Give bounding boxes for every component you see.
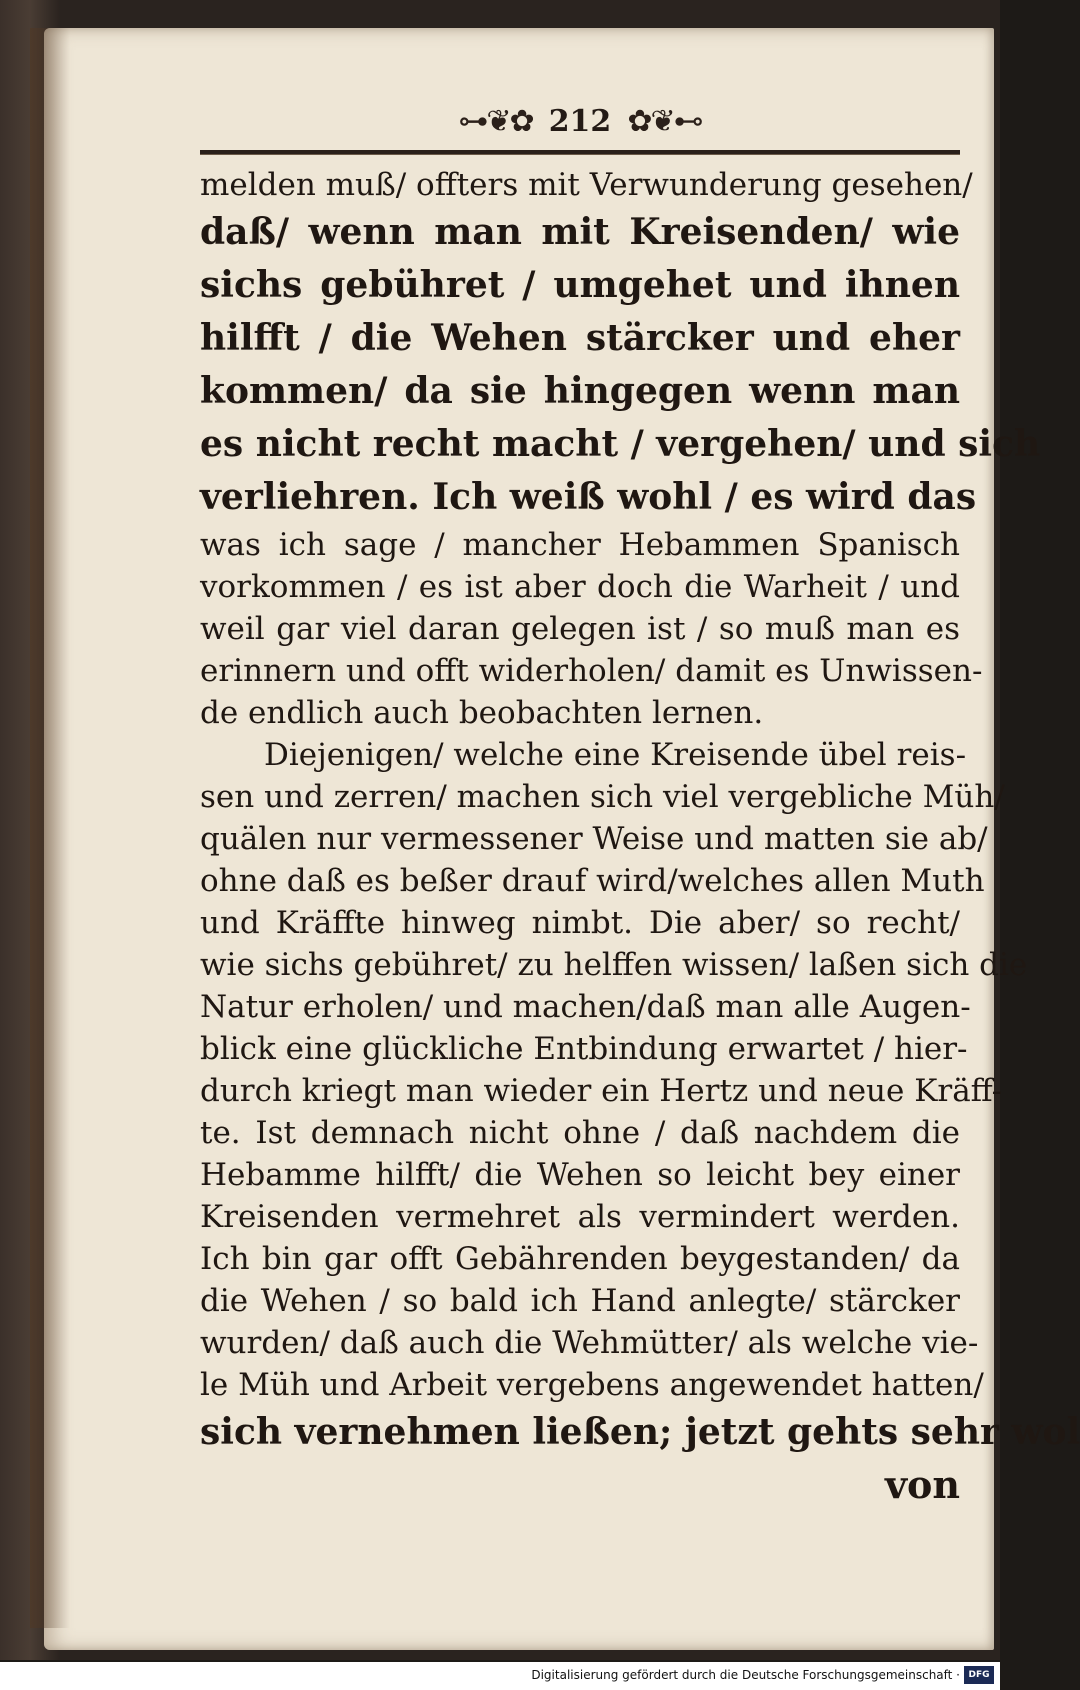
text-line: und Kräffte hinweg nimbt. Die aber/ so recht/ (200, 905, 960, 941)
page-number: 212 (548, 103, 612, 139)
text-line: verliehren. Ich weiß wohl / es wird das (200, 476, 977, 518)
text-line: quälen nur vermessener Weise und matten sie ab/ (200, 821, 988, 857)
ornament-right: ✿❦⊷ (627, 103, 702, 139)
text-line: was ich sage / mancher Hebammen Spanisch (200, 527, 960, 563)
text-line: blick eine glückliche Entbindung erwartet / hier- (200, 1031, 968, 1067)
page-header (200, 98, 960, 144)
text-line: Diejenigen/ welche eine Kreisende übel reis- (264, 737, 967, 773)
text-line: durch kriegt man wieder ein Hertz und neue Kräff- (200, 1073, 1003, 1109)
header-rule (200, 150, 960, 155)
text-line: hilfft / die Wehen stärcker und eher (200, 317, 960, 359)
digitization-footer (0, 1662, 1000, 1690)
funding-credit: Digitalisierung gefördert durch die Deutsche Forschungsgemeinschaft · (531, 1668, 960, 1682)
text-line: le Müh und Arbeit vergebens angewendet hatten/ (200, 1367, 984, 1403)
text-line: wurden/ daß auch die Wehmütter/ als welche vie- (200, 1325, 979, 1361)
text-line: vorkommen / es ist aber doch die Warheit / und (200, 569, 960, 605)
text-line: kommen/ da sie hingegen wenn man (200, 370, 960, 412)
text-line: erinnern und offt widerholen/ damit es Unwissen- (200, 653, 983, 689)
text-line: wie sichs gebühret/ zu helffen wissen/ laßen sich die (200, 947, 1028, 983)
page-edge-shadow (30, 28, 70, 1628)
body-text (200, 164, 1080, 1511)
text-line: Ich bin gar offt Gebährenden beygestanden/ da (200, 1241, 960, 1277)
text-line: die Wehen / so bald ich Hand anlegte/ stärcker (200, 1283, 960, 1319)
text-line: de endlich auch beobachten lernen. (200, 695, 764, 731)
text-line: Natur erholen/ und machen/daß man alle Augen- (200, 989, 971, 1025)
text-line: ohne daß es beßer drauf wird/welches allen Muth (200, 863, 985, 899)
text-line: es nicht recht macht / vergehen/ und sich (200, 423, 1041, 465)
text-line: sich vernehmen ließen; jetzt gehts sehr wol (200, 1411, 1080, 1453)
text-line: Hebamme hilfft/ die Wehen so leicht bey einer (200, 1157, 960, 1193)
text-line: te. Ist demnach nicht ohne / daß nachdem die (200, 1115, 960, 1151)
text-line: weil gar viel daran gelegen ist / so muß man es (200, 611, 960, 647)
text-line: sen und zerren/ machen sich viel vergebliche Müh/ (200, 779, 1005, 815)
catchword: von (884, 1462, 960, 1507)
text-line: sichs gebühret / umgehet und ihnen (200, 264, 960, 306)
text-line: Kreisenden vermehret als vermindert werden. (200, 1199, 960, 1235)
ornament-left: ⊶❦✿ (458, 103, 533, 139)
dfg-logo: DFG (964, 1666, 994, 1684)
text-line: melden muß/ offters mit Verwunderung gesehen/ (200, 167, 973, 203)
text-line: daß/ wenn man mit Kreisenden/ wie (200, 211, 960, 253)
